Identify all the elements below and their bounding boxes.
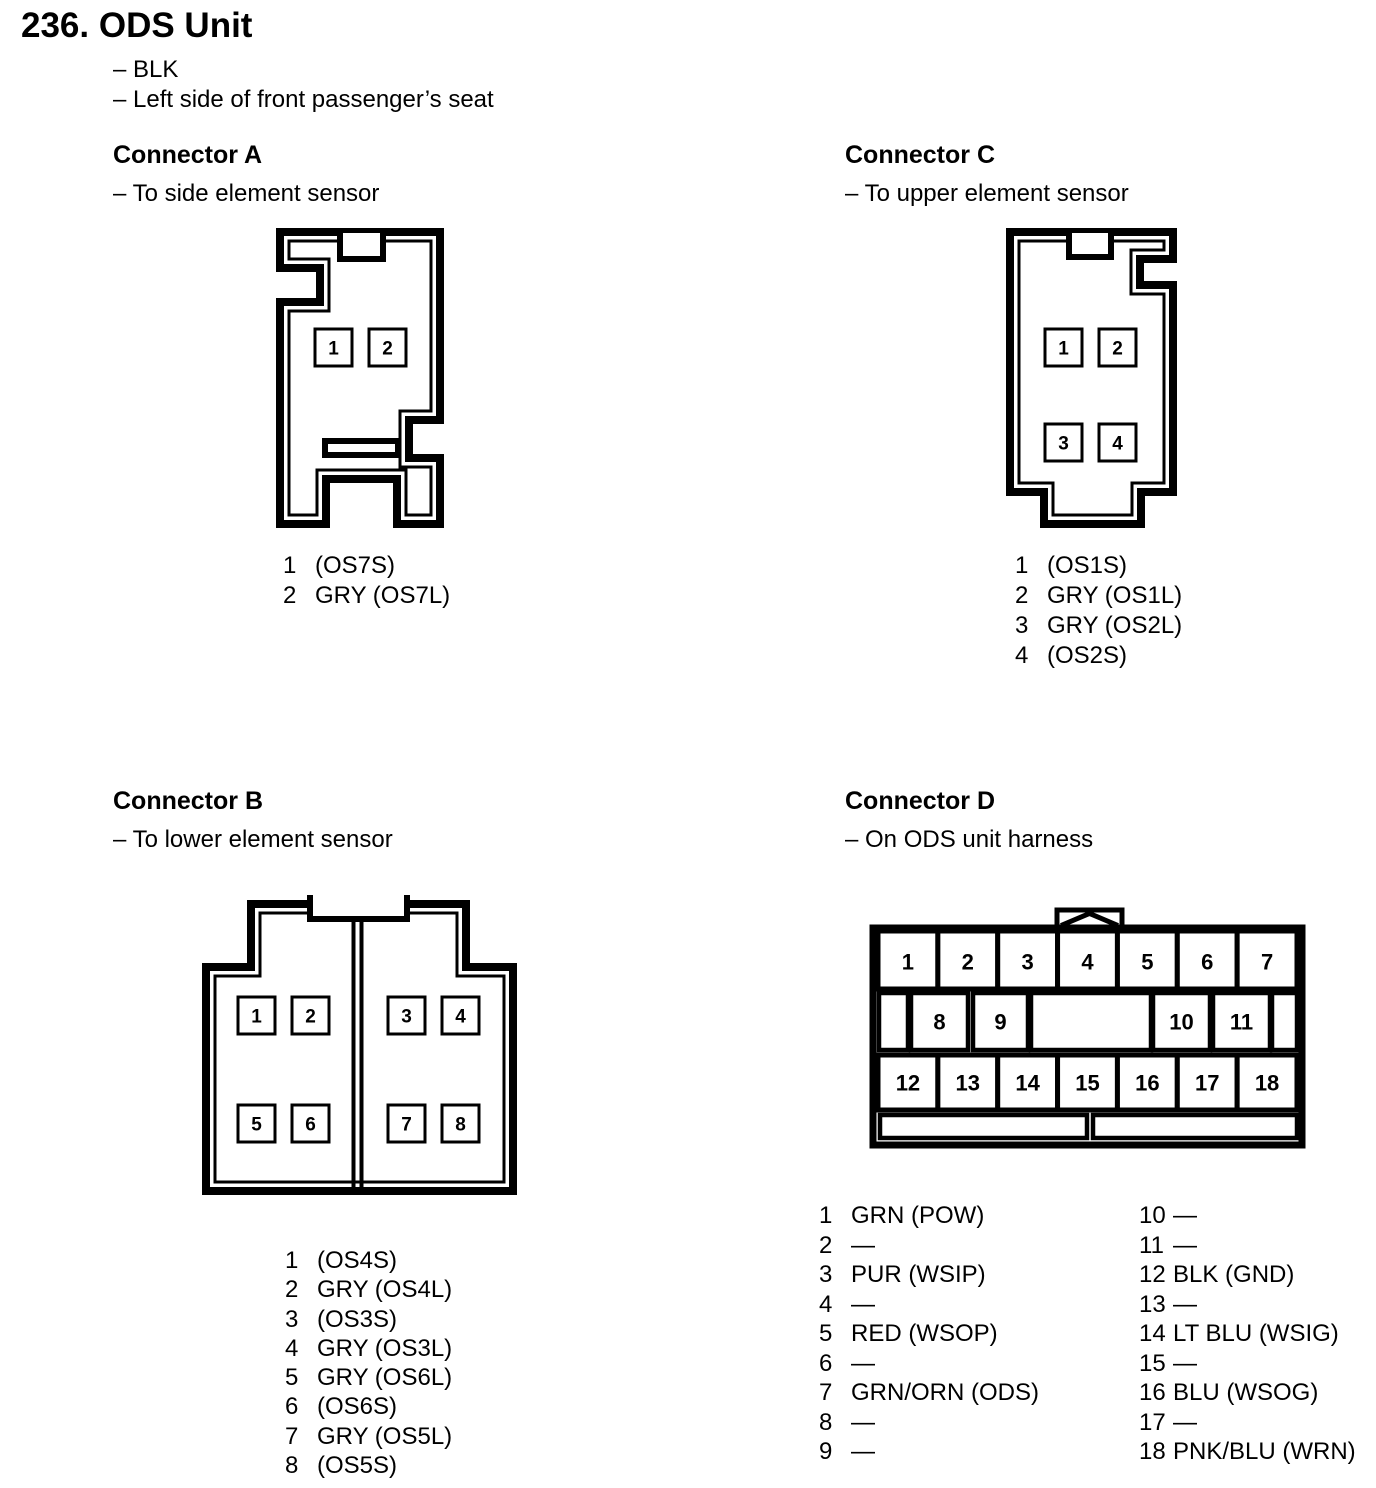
pin-row-label: PUR (WSIP) bbox=[851, 1261, 986, 1288]
pin-row-label: GRY (OS5L) bbox=[317, 1422, 453, 1450]
pin-row-label: — bbox=[1173, 1202, 1197, 1229]
pin-row bbox=[1015, 551, 1182, 581]
pin-row-number: 1 bbox=[1015, 552, 1029, 579]
pin-row-label: (OS1S) bbox=[1047, 552, 1128, 579]
connector-b-divider bbox=[360, 921, 364, 1187]
blank-cavity bbox=[1272, 993, 1297, 1050]
pin-row-number: 10 bbox=[1139, 1202, 1166, 1229]
pin-number: 18 bbox=[1254, 1070, 1280, 1096]
pin-row-number: 4 bbox=[819, 1290, 833, 1318]
pin-row-label: GRY (OS6L) bbox=[317, 1364, 453, 1392]
connector-b-pin-list bbox=[285, 1246, 452, 1480]
connector-c-pin-list bbox=[1015, 551, 1182, 671]
connector-b-subtitle: – To lower element sensor bbox=[113, 826, 393, 853]
pin-number: 2 bbox=[961, 949, 974, 975]
pin-number: 11 bbox=[1229, 1009, 1254, 1035]
pin-row-number: 3 bbox=[1015, 612, 1029, 639]
pin-row-label: — bbox=[851, 1408, 875, 1436]
pin-number: 4 bbox=[1081, 949, 1094, 975]
connector-d-bottom-slot bbox=[1093, 1115, 1297, 1138]
pin-row bbox=[1139, 1349, 1356, 1379]
pin-row bbox=[819, 1349, 1039, 1379]
pin-row-number: 16 bbox=[1139, 1379, 1166, 1406]
pin-row-label: — bbox=[851, 1231, 875, 1259]
pin-row bbox=[819, 1378, 1039, 1408]
pin-row bbox=[285, 1451, 452, 1480]
connector-c-latch-tab bbox=[1069, 233, 1111, 257]
connector-c-heading: Connector C bbox=[845, 141, 995, 169]
pin-row bbox=[283, 551, 450, 581]
pin-number: 1 bbox=[251, 1006, 262, 1028]
pin-row-label: RED (WSOP) bbox=[851, 1320, 998, 1347]
pin-row-number: 14 bbox=[1139, 1320, 1166, 1347]
pin-row bbox=[1015, 581, 1182, 611]
pin-row bbox=[819, 1201, 1039, 1231]
pin-row-number: 1 bbox=[283, 552, 297, 579]
connector-a-pin-list bbox=[283, 551, 450, 611]
pin-row-number: 17 bbox=[1139, 1408, 1166, 1436]
pin-row-number: 18 bbox=[1139, 1438, 1166, 1465]
pin-row-label: PNK/BLU (WRN) bbox=[1173, 1438, 1356, 1465]
pin-row-number: 2 bbox=[819, 1231, 833, 1259]
pin-row bbox=[285, 1422, 452, 1451]
pin-row-number: 2 bbox=[1015, 582, 1029, 609]
pin-row-label: LT BLU (WSIG) bbox=[1173, 1320, 1339, 1347]
pin-row-number: 8 bbox=[285, 1452, 299, 1480]
pin-row bbox=[285, 1275, 452, 1304]
connector-c-diagram bbox=[1001, 223, 1182, 533]
pin-row bbox=[1139, 1408, 1356, 1438]
connector-a-outline bbox=[276, 228, 444, 528]
pin-number: 5 bbox=[251, 1114, 262, 1136]
pin-row-label: (OS4S) bbox=[317, 1247, 398, 1274]
pin-number: 7 bbox=[401, 1114, 412, 1136]
pin-row-number: 5 bbox=[819, 1320, 833, 1347]
pin-number: 8 bbox=[455, 1114, 466, 1136]
pin-row-label: (OS2S) bbox=[1047, 642, 1128, 669]
blank-cavity bbox=[1031, 993, 1151, 1050]
pin-row bbox=[1139, 1319, 1356, 1349]
pin-row-label: GRY (OS2L) bbox=[1047, 612, 1183, 639]
pin-number: 3 bbox=[1058, 433, 1069, 455]
pin-number: 3 bbox=[401, 1006, 412, 1028]
pin-row-number: 4 bbox=[285, 1334, 299, 1362]
pin-row-label: GRY (OS4L) bbox=[317, 1276, 453, 1304]
connector-a-slot bbox=[325, 441, 398, 455]
pin-row-label: — bbox=[1173, 1408, 1197, 1436]
pin-number: 12 bbox=[895, 1070, 921, 1096]
pin-row bbox=[819, 1260, 1039, 1290]
pin-row-label: — bbox=[1173, 1231, 1197, 1259]
pin-row bbox=[819, 1408, 1039, 1438]
unit-notes bbox=[113, 55, 494, 115]
pin-row-label: — bbox=[851, 1290, 875, 1318]
pin-row bbox=[1139, 1201, 1356, 1231]
pin-row-number: 3 bbox=[819, 1261, 833, 1288]
pin-row bbox=[819, 1290, 1039, 1320]
connector-d-heading: Connector D bbox=[845, 787, 995, 815]
pin-row-label: — bbox=[1173, 1290, 1197, 1318]
pin-number: 14 bbox=[1015, 1070, 1040, 1096]
pin-row-label: GRN (POW) bbox=[851, 1202, 985, 1229]
pin-row-number: 3 bbox=[285, 1305, 299, 1333]
pin-row bbox=[285, 1334, 452, 1363]
pin-number: 4 bbox=[1112, 433, 1123, 455]
pin-row-number: 12 bbox=[1139, 1261, 1166, 1288]
pin-number: 6 bbox=[1201, 949, 1214, 975]
pin-row-label: (OS5S) bbox=[317, 1452, 398, 1480]
pin-row-label: GRN/ORN (ODS) bbox=[851, 1379, 1039, 1406]
blank-cavity bbox=[879, 993, 908, 1050]
pin-row-number: 7 bbox=[819, 1379, 833, 1406]
pin-row-number: 5 bbox=[285, 1364, 299, 1392]
pin-row-number: 2 bbox=[283, 582, 297, 609]
pin-number: 13 bbox=[955, 1070, 981, 1096]
connector-a-heading: Connector A bbox=[113, 141, 263, 169]
pin-row-number: 11 bbox=[1139, 1231, 1164, 1259]
note-location: – Left side of front passenger’s seat bbox=[113, 86, 494, 113]
pin-row bbox=[1139, 1231, 1356, 1261]
pin-row-label: GRY (OS3L) bbox=[317, 1334, 453, 1362]
pin-row bbox=[283, 581, 450, 611]
pin-row-number: 6 bbox=[285, 1393, 299, 1421]
pin-row-label: — bbox=[851, 1349, 875, 1377]
pin-row bbox=[1139, 1260, 1356, 1290]
pin-number: 17 bbox=[1194, 1070, 1220, 1096]
connector-a-inner-line bbox=[289, 241, 431, 515]
note-color: – BLK bbox=[113, 56, 179, 83]
connector-a-latch-tab bbox=[340, 233, 383, 259]
pin-number: 2 bbox=[1112, 338, 1123, 360]
pin-number: 9 bbox=[994, 1009, 1007, 1035]
pin-number: 1 bbox=[328, 338, 339, 360]
pin-row-label: (OS3S) bbox=[317, 1305, 398, 1333]
pin-row-label: BLU (WSOG) bbox=[1173, 1379, 1319, 1406]
pin-number: 1 bbox=[1058, 338, 1069, 360]
pin-row-label: (OS7S) bbox=[315, 552, 396, 579]
connector-a-diagram bbox=[271, 223, 449, 533]
pin-row-label: (OS6S) bbox=[317, 1393, 398, 1421]
connector-a-subtitle: – To side element sensor bbox=[113, 180, 380, 207]
connector-d-diagram bbox=[868, 905, 1307, 1155]
pin-number: 6 bbox=[305, 1114, 316, 1136]
pin-row-number: 2 bbox=[285, 1276, 299, 1304]
pin-number: 8 bbox=[933, 1009, 946, 1035]
page-title: 236. ODS Unit bbox=[21, 6, 253, 45]
pin-row bbox=[819, 1437, 1039, 1467]
pin-row bbox=[1015, 611, 1182, 641]
pin-row-number: 13 bbox=[1139, 1290, 1166, 1318]
connector-c-subtitle: – To upper element sensor bbox=[845, 180, 1129, 207]
pin-row-label: — bbox=[1173, 1349, 1197, 1377]
connector-b-diagram bbox=[197, 890, 522, 1205]
pin-row-label: BLK (GND) bbox=[1173, 1261, 1295, 1288]
pin-row-label: GRY (OS1L) bbox=[1047, 582, 1183, 609]
pin-number: 4 bbox=[455, 1006, 466, 1028]
pin-row-number: 1 bbox=[285, 1247, 299, 1274]
connector-d-bottom-slot bbox=[880, 1115, 1087, 1138]
pin-row-number: 6 bbox=[819, 1349, 833, 1377]
pin-row-number: 1 bbox=[819, 1202, 833, 1229]
pin-row bbox=[1139, 1290, 1356, 1320]
pin-row-number: 8 bbox=[819, 1408, 833, 1436]
pin-number: 1 bbox=[901, 949, 915, 975]
pin-number: 2 bbox=[382, 338, 393, 360]
connector-b-divider bbox=[352, 921, 356, 1187]
pin-row bbox=[819, 1319, 1039, 1349]
connector-d-subtitle: – On ODS unit harness bbox=[845, 826, 1094, 853]
pin-row-number: 15 bbox=[1139, 1349, 1166, 1377]
pin-row bbox=[1015, 641, 1182, 671]
pin-row bbox=[1139, 1378, 1356, 1408]
connector-d-pin-list-left bbox=[819, 1201, 1039, 1467]
pin-row-number: 7 bbox=[285, 1422, 299, 1450]
pin-number: 5 bbox=[1141, 949, 1154, 975]
pin-row bbox=[285, 1246, 452, 1275]
pin-row bbox=[285, 1392, 452, 1421]
pin-row-label: — bbox=[851, 1438, 875, 1465]
connector-b-heading: Connector B bbox=[113, 787, 263, 815]
pin-row bbox=[1139, 1437, 1356, 1467]
pin-row-number: 4 bbox=[1015, 642, 1029, 669]
pin-number: 2 bbox=[305, 1006, 316, 1028]
pin-number: 16 bbox=[1135, 1070, 1160, 1096]
connector-d-pin-list-right bbox=[1139, 1201, 1356, 1467]
pin-row bbox=[819, 1231, 1039, 1261]
pin-row-number: 9 bbox=[819, 1438, 833, 1465]
pin-number: 3 bbox=[1021, 949, 1034, 975]
pin-row bbox=[285, 1363, 452, 1392]
pin-row-label: GRY (OS7L) bbox=[315, 582, 451, 609]
pin-row bbox=[285, 1305, 452, 1334]
pin-number: 15 bbox=[1075, 1070, 1100, 1096]
pin-number: 7 bbox=[1260, 949, 1274, 975]
pin-number: 10 bbox=[1169, 1009, 1194, 1035]
